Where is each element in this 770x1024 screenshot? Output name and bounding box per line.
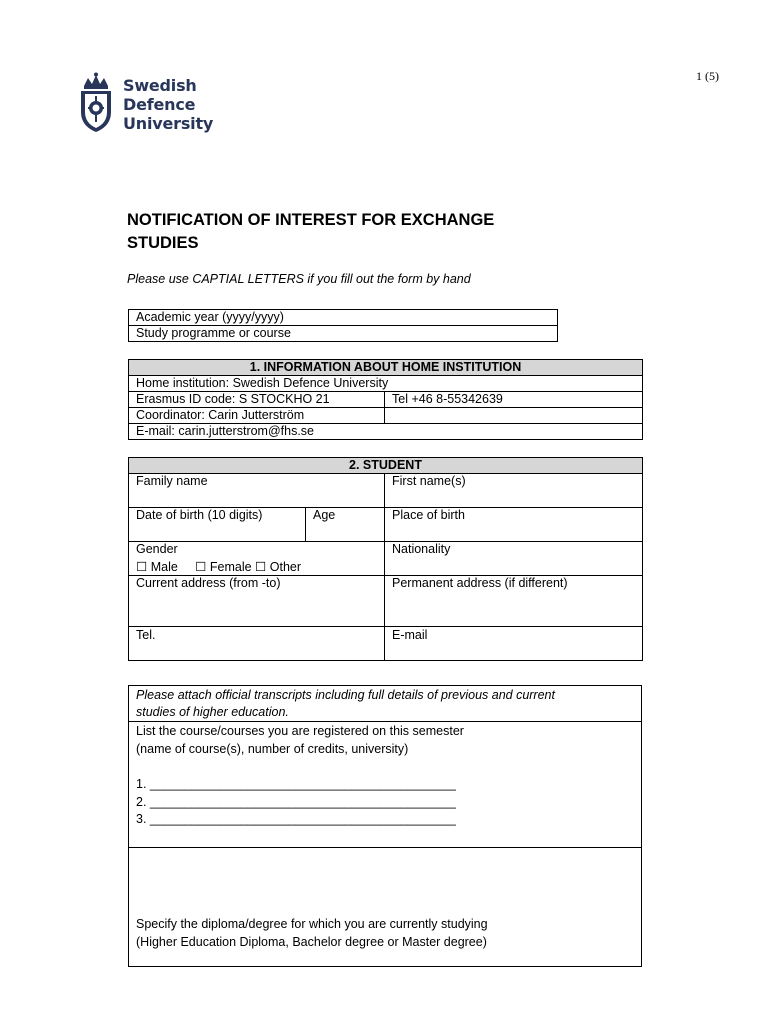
permanent-address-field[interactable]: Permanent address (if different) [385, 576, 643, 627]
academic-table [128, 309, 558, 342]
gender-label: Gender [136, 542, 178, 556]
course-list-field[interactable] [129, 722, 642, 848]
female-label: Female [209, 560, 252, 574]
title-line-2: STUDIES [127, 234, 199, 252]
course-line-3[interactable]: 3. ____________________________________________ [136, 812, 456, 826]
study-programme-field[interactable]: Study programme or course [129, 326, 558, 342]
student-table [128, 457, 643, 661]
home-institution-tel: Tel +46 8-55342639 [385, 392, 643, 408]
coordinator-email: E-mail: carin.jutterstrom@fhs.se [129, 424, 643, 440]
page-number: 1 (5) [696, 69, 719, 83]
university-logo [78, 70, 218, 134]
course-list-instruction-1: List the course/courses you are registered on this semester [136, 724, 464, 738]
diploma-instruction-1: Specify the diploma/degree for which you are currently studying [136, 917, 488, 931]
gender-options [136, 560, 377, 575]
course-line-2[interactable]: 2. ____________________________________________ [136, 794, 456, 809]
logo-line-2: Defence [123, 95, 196, 114]
course-line-1[interactable]: 1. ____________________________________________ [136, 777, 456, 791]
diploma-instruction-2: (Higher Education Diploma, Bachelor degree or Master degree) [136, 934, 487, 949]
logo-line-3: University [123, 114, 214, 133]
tel-field[interactable]: Tel. [129, 627, 385, 661]
gender-field [129, 542, 385, 576]
current-address-field[interactable]: Current address (from -to) [129, 576, 385, 627]
coordinator: Coordinator: Carin Jutterström [129, 408, 385, 424]
course-list-instruction-2: (name of course(s), number of credits, university) [136, 741, 409, 756]
transcripts-note-line-1: Please attach official transcripts including full details of previous and current [136, 688, 555, 702]
date-of-birth-field[interactable]: Date of birth (10 digits) [129, 508, 306, 542]
age-field[interactable]: Age [306, 508, 385, 542]
academic-year-field[interactable]: Academic year (yyyy/yyyy) [129, 310, 558, 326]
crown-lion-emblem-icon [78, 72, 114, 134]
email-field[interactable]: E-mail [385, 627, 643, 661]
courses-table [128, 685, 642, 967]
male-checkbox[interactable]: ☐ [136, 560, 148, 574]
other-checkbox[interactable]: ☐ [255, 560, 267, 574]
first-name-field[interactable]: First name(s) [385, 474, 643, 508]
family-name-field[interactable]: Family name [129, 474, 385, 508]
logo-line-1: Swedish [123, 76, 197, 95]
transcripts-note [129, 686, 642, 722]
coordinator-extra-cell [385, 408, 643, 424]
place-of-birth-field[interactable]: Place of birth [385, 508, 643, 542]
female-checkbox[interactable]: ☐ [195, 560, 207, 574]
male-label: Male [150, 560, 178, 574]
title-line-1: NOTIFICATION OF INTEREST FOR EXCHANGE [127, 211, 495, 229]
other-label: Other [269, 560, 302, 574]
fill-instruction: Please use CAPTIAL LETTERS if you fill out the form by hand [127, 272, 471, 286]
home-institution-table [128, 359, 643, 440]
erasmus-id: Erasmus ID code: S STOCKHO 21 [129, 392, 385, 408]
student-header: 2. STUDENT [129, 458, 643, 474]
home-institution-name: Home institution: Swedish Defence University [129, 376, 643, 392]
home-institution-header: 1. INFORMATION ABOUT HOME INSTITUTION [129, 360, 643, 376]
document-title [127, 209, 587, 255]
nationality-field[interactable]: Nationality [385, 542, 643, 576]
transcripts-note-line-2: studies of higher education. [136, 705, 289, 719]
diploma-field[interactable] [129, 848, 642, 967]
